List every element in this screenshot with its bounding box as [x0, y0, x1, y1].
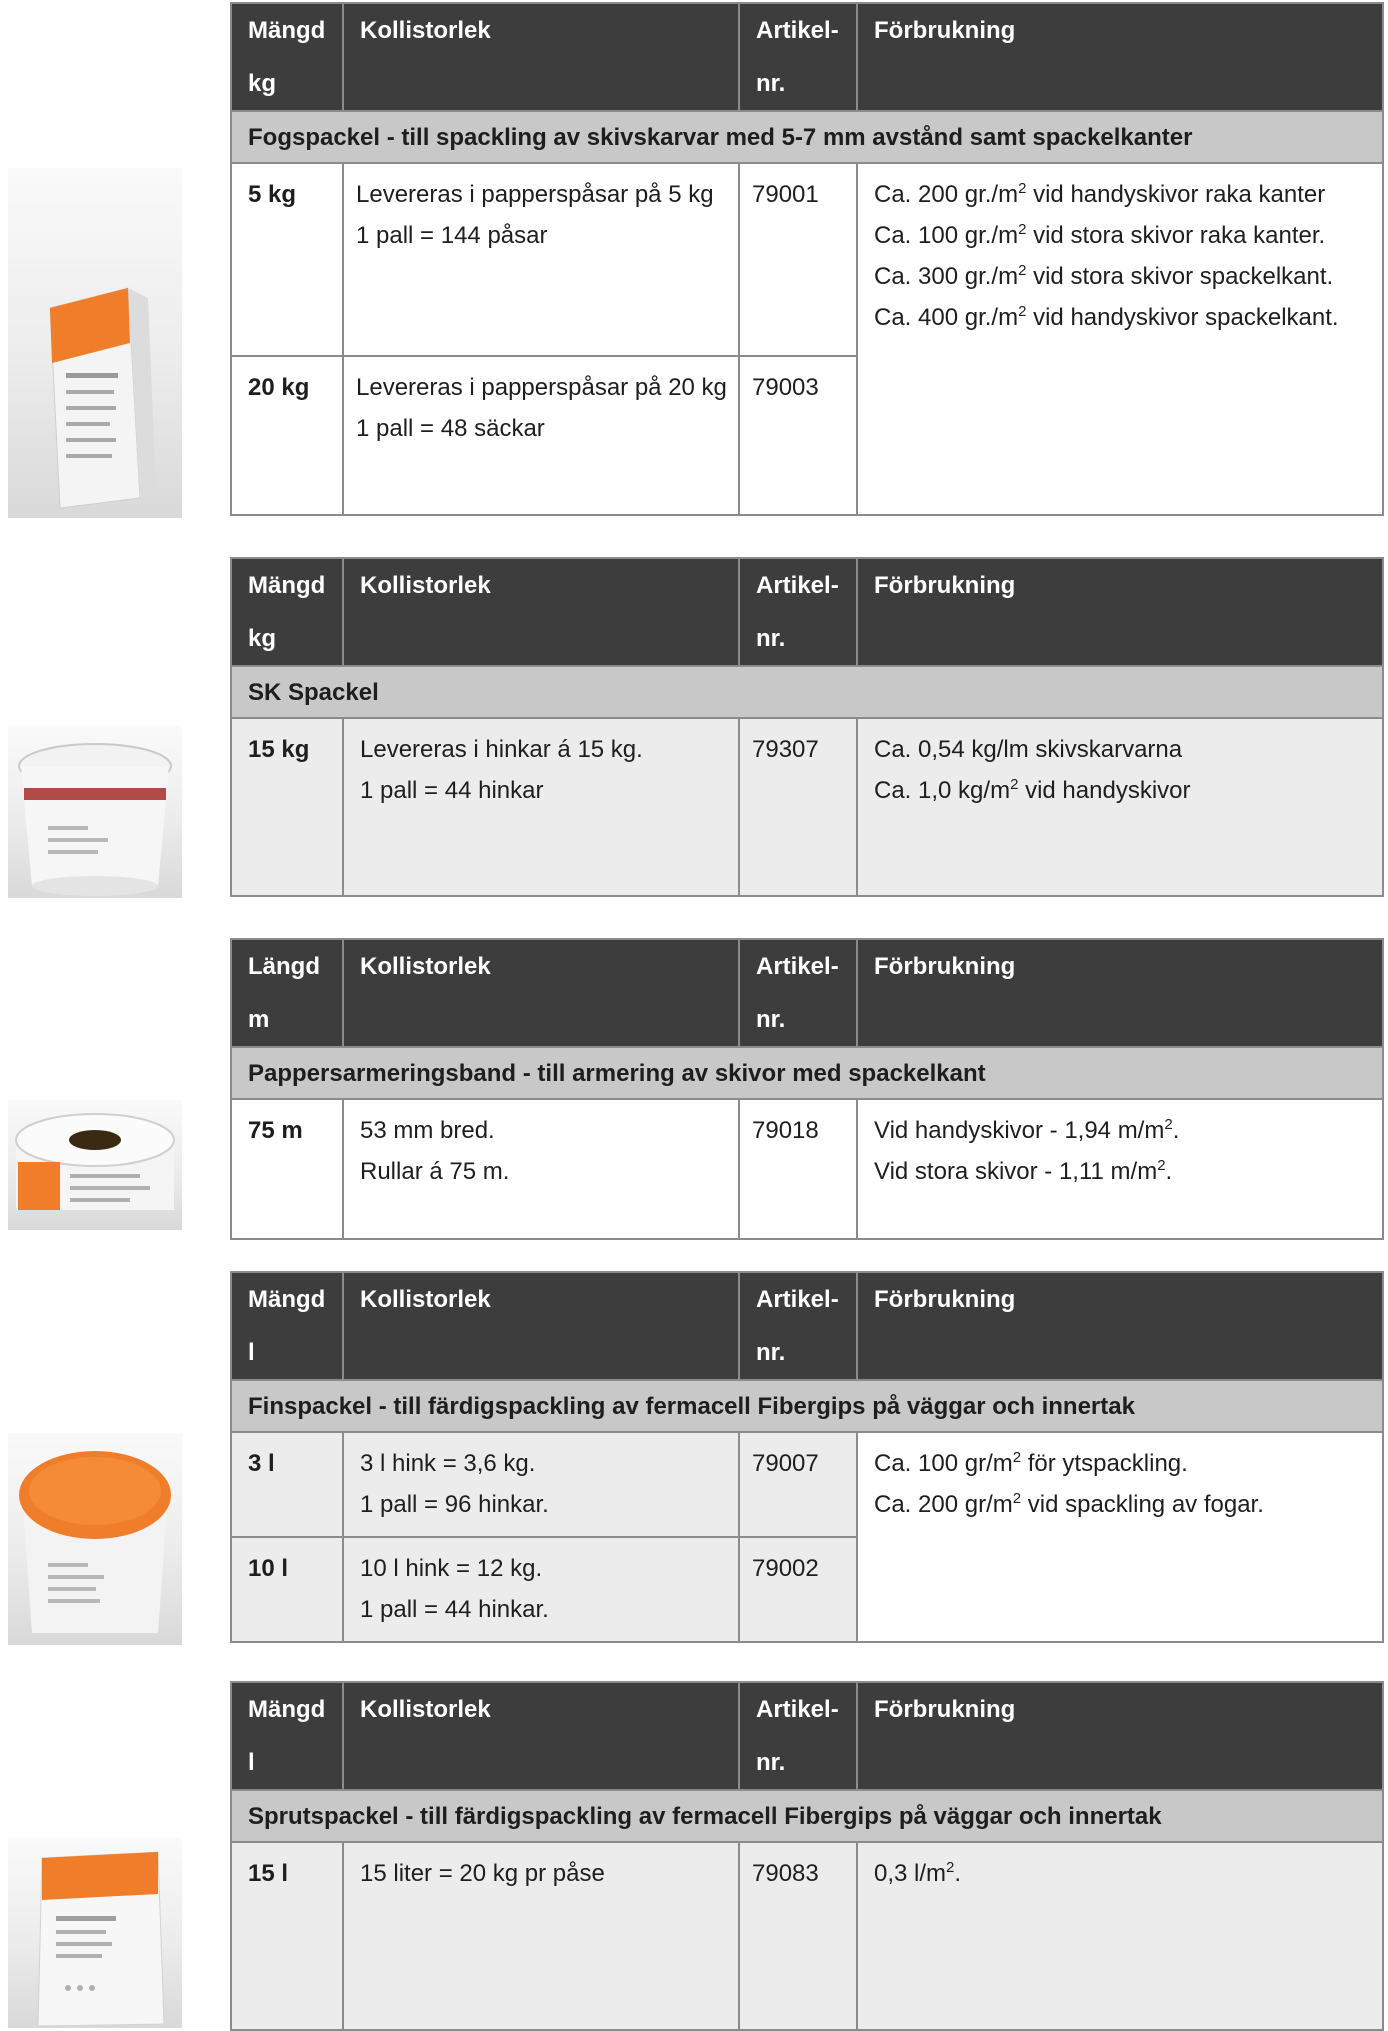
product-table: [230, 938, 1384, 1240]
qty-cell: 3 l: [231, 1432, 343, 1537]
product-table: [230, 557, 1384, 897]
qty-header: Mängd kg: [231, 3, 343, 111]
article-cell: 79307: [739, 718, 857, 896]
article-header: Artikel- nr.: [739, 939, 857, 1047]
usage-header: Förbrukning: [857, 939, 1383, 1047]
header-row: [231, 558, 1383, 666]
package-cell: 53 mm bred. Rullar á 75 m.: [343, 1099, 739, 1239]
section-title: Fogspackel - till spackling av skivskarvar med 5-7 mm avstånd samt spackelkanter: [231, 111, 1383, 163]
powder-bag-icon: [8, 168, 182, 518]
header-row: [231, 3, 1383, 111]
usage-header: Förbrukning: [857, 1272, 1383, 1380]
table-row: [231, 163, 1383, 356]
spray-filler-bag-icon: [8, 1838, 182, 2028]
package-header: Kollistorlek: [343, 558, 739, 666]
orange-bucket-image: [8, 1433, 182, 1645]
article-cell: 79001: [739, 163, 857, 356]
tape-roll-icon: [8, 1100, 182, 1230]
section-title: Sprutspackel - till färdigspackling av fermacell Fibergips på väggar och innertak: [231, 1790, 1383, 1842]
tape-roll-image: [8, 1100, 182, 1230]
product-table: [230, 2, 1384, 516]
table-row: [231, 1099, 1383, 1239]
powder-bag-image: [8, 168, 182, 518]
qty-cell: 75 m: [231, 1099, 343, 1239]
usage-cell: Vid handyskivor - 1,94 $m/m^2$. Vid stora skivor - 1,11 $m/m^2$.: [857, 1099, 1383, 1239]
package-cell: 10 l hink = 12 kg. 1 pall = 44 hinkar.: [343, 1537, 739, 1642]
qty-cell: 10 l: [231, 1537, 343, 1642]
qty-cell: 15 kg: [231, 718, 343, 896]
package-cell: 3 l hink = 3,6 kg. 1 pall = 96 hinkar.: [343, 1432, 739, 1537]
orange-bucket-icon: [8, 1433, 182, 1645]
white-bucket-icon: [8, 726, 182, 898]
section-title: SK Spackel: [231, 666, 1383, 718]
article-cell: 79003: [739, 356, 857, 515]
section-title: Finspackel - till färdigspackling av fermacell Fibergips på väggar och innertak: [231, 1380, 1383, 1432]
header-row: [231, 1682, 1383, 1790]
qty-header: Mängd l: [231, 1682, 343, 1790]
usage-header: Förbrukning: [857, 1682, 1383, 1790]
qty-header: Mängd l: [231, 1272, 343, 1380]
header-row: [231, 939, 1383, 1047]
article-cell: 79083: [739, 1842, 857, 2030]
article-cell: 79018: [739, 1099, 857, 1239]
qty-cell: 20 kg: [231, 356, 343, 515]
package-cell: Levereras i hinkar á 15 kg. 1 pall = 44 hinkar: [343, 718, 739, 896]
package-cell: 15 liter = 20 kg pr påse: [343, 1842, 739, 2030]
spray-filler-bag-image: [8, 1838, 182, 2028]
qty-cell: 5 kg: [231, 163, 343, 356]
package-cell: Levereras i papperspåsar på 20 kg 1 pall = 48 säckar: [343, 356, 739, 515]
usage-header: Förbrukning: [857, 3, 1383, 111]
article-cell: 79002: [739, 1537, 857, 1642]
section-title: Pappersarmeringsband - till armering av skivor med spackelkant: [231, 1047, 1383, 1099]
table-row: [231, 718, 1383, 896]
package-header: Kollistorlek: [343, 1272, 739, 1380]
white-bucket-image: [8, 726, 182, 898]
package-header: Kollistorlek: [343, 939, 739, 1047]
header-row: [231, 1272, 1383, 1380]
article-cell: 79007: [739, 1432, 857, 1537]
qty-cell: 15 l: [231, 1842, 343, 2030]
product-table: [230, 1271, 1384, 1643]
product-table: [230, 1681, 1384, 2031]
article-header: Artikel- nr.: [739, 1272, 857, 1380]
qty-header: Mängd kg: [231, 558, 343, 666]
article-header: Artikel- nr.: [739, 3, 857, 111]
qty-header: Längd m: [231, 939, 343, 1047]
package-header: Kollistorlek: [343, 3, 739, 111]
usage-cell: 0,3 $l/m^2$.: [857, 1842, 1383, 2030]
usage-cell: Ca. 0,54 kg/lm skivskarvarna Ca. 1,0 $kg/m^2$ vid handyskivor: [857, 718, 1383, 896]
package-header: Kollistorlek: [343, 1682, 739, 1790]
table-row: [231, 1432, 1383, 1537]
usage-cell: Ca. 100 $gr/m^2$ för ytspackling. Ca. 200 $gr/m^2$ vid spackling av fogar.: [857, 1432, 1383, 1642]
table-row: [231, 1842, 1383, 2030]
article-header: Artikel- nr.: [739, 1682, 857, 1790]
usage-cell: Ca. 200 $gr./m^2$ vid handyskivor raka kanter Ca. 100 $gr./m^2$ vid stora skivor raka kanter. Ca. 300 $gr./m^2$ vid stora skivor spackelkant. Ca. 400 $gr./m^2$ vid handyskivor spackelkant.: [857, 163, 1383, 515]
article-header: Artikel- nr.: [739, 558, 857, 666]
package-cell: Levereras i papperspåsar på 5 kg 1 pall = 144 påsar: [343, 163, 739, 356]
usage-header: Förbrukning: [857, 558, 1383, 666]
